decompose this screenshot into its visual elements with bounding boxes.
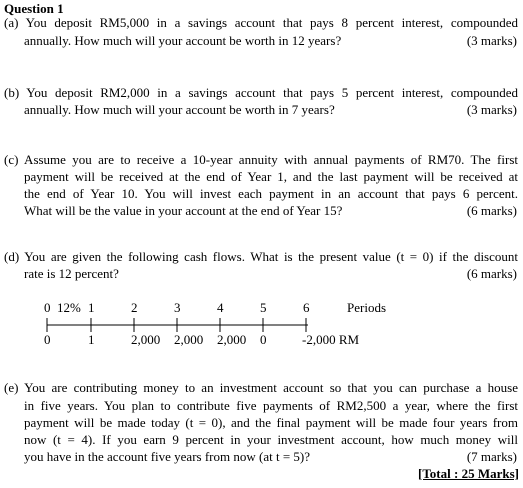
timeline-cf-3: 2,000	[174, 332, 204, 347]
question-e-line4: now (t = 4). If you earn 9 percent in your investment account, how much money will	[24, 432, 518, 447]
question-c-line2: payment will be received at the end of Year 1, and the last payment will be received at	[24, 169, 518, 184]
timeline-rate: 12%	[57, 300, 81, 315]
question-c-line1: (c) Assume you are to receive a 10-year annuity with annual payments of RM70. The first	[4, 152, 518, 167]
timeline-period-4: 4	[217, 300, 224, 315]
question-a-marks: (3 marks)	[466, 33, 517, 48]
question-b-line1: (b) You deposit RM2,000 in a savings account that pays 5 percent interest, compounded	[4, 85, 518, 100]
timeline-period-2: 2	[131, 300, 138, 315]
question-d-line1: (d) You are given the following cash flows. What is the present value (t = 0) if the discount	[4, 249, 518, 264]
question-d-marks: (6 marks)	[466, 266, 517, 281]
timeline-cf-2: 2,000	[131, 332, 161, 347]
timeline-cf-4: 2,000	[217, 332, 247, 347]
question-d-line2: rate is 12 percent?	[24, 266, 119, 281]
question-a-line2: annually. How much will your account be worth in 12 years?	[24, 33, 342, 48]
question-e-line5: you have in the account five years from now (at t = 5)?	[24, 449, 311, 464]
timeline-cf-6: -2,000 RM	[302, 332, 360, 347]
question-title: Question 1	[4, 1, 64, 16]
total-marks: [Total : 25 Marks]	[418, 466, 519, 481]
timeline-cf-5: 0	[260, 332, 267, 347]
question-e-line2: in five years. You plan to contribute five payments of RM2,500 a year, where the first	[24, 398, 518, 413]
timeline-periods-label: Periods	[347, 300, 386, 315]
question-e-line1: (e) You are contributing money to an investment account so that you can purchase a house	[4, 380, 518, 395]
timeline-period-0: 0	[44, 300, 51, 315]
question-e-marks: (7 marks)	[466, 449, 517, 464]
question-c-line3: the end of Year 10. You will invest each payment in an account that pays 6 percent.	[24, 186, 518, 201]
question-b-line2: annually. How much will your account be worth in 7 years?	[24, 102, 335, 117]
question-b-marks: (3 marks)	[466, 102, 517, 117]
question-a-line1: (a) You deposit RM5,000 in a savings account that pays 8 percent interest, compounded	[4, 15, 518, 30]
timeline-period-3: 3	[174, 300, 181, 315]
question-c-line4: What will be the value in your account at the end of Year 15?	[24, 203, 343, 218]
timeline-period-5: 5	[260, 300, 267, 315]
timeline-period-1: 1	[88, 300, 95, 315]
timeline-cf-0: 0	[44, 332, 51, 347]
question-c-marks: (6 marks)	[466, 203, 517, 218]
question-e-line3: payment will be made today (t = 0), and the final payment will be made four years from	[24, 415, 518, 430]
timeline-period-6: 6	[303, 300, 310, 315]
timeline-cf-1: 1	[88, 332, 95, 347]
